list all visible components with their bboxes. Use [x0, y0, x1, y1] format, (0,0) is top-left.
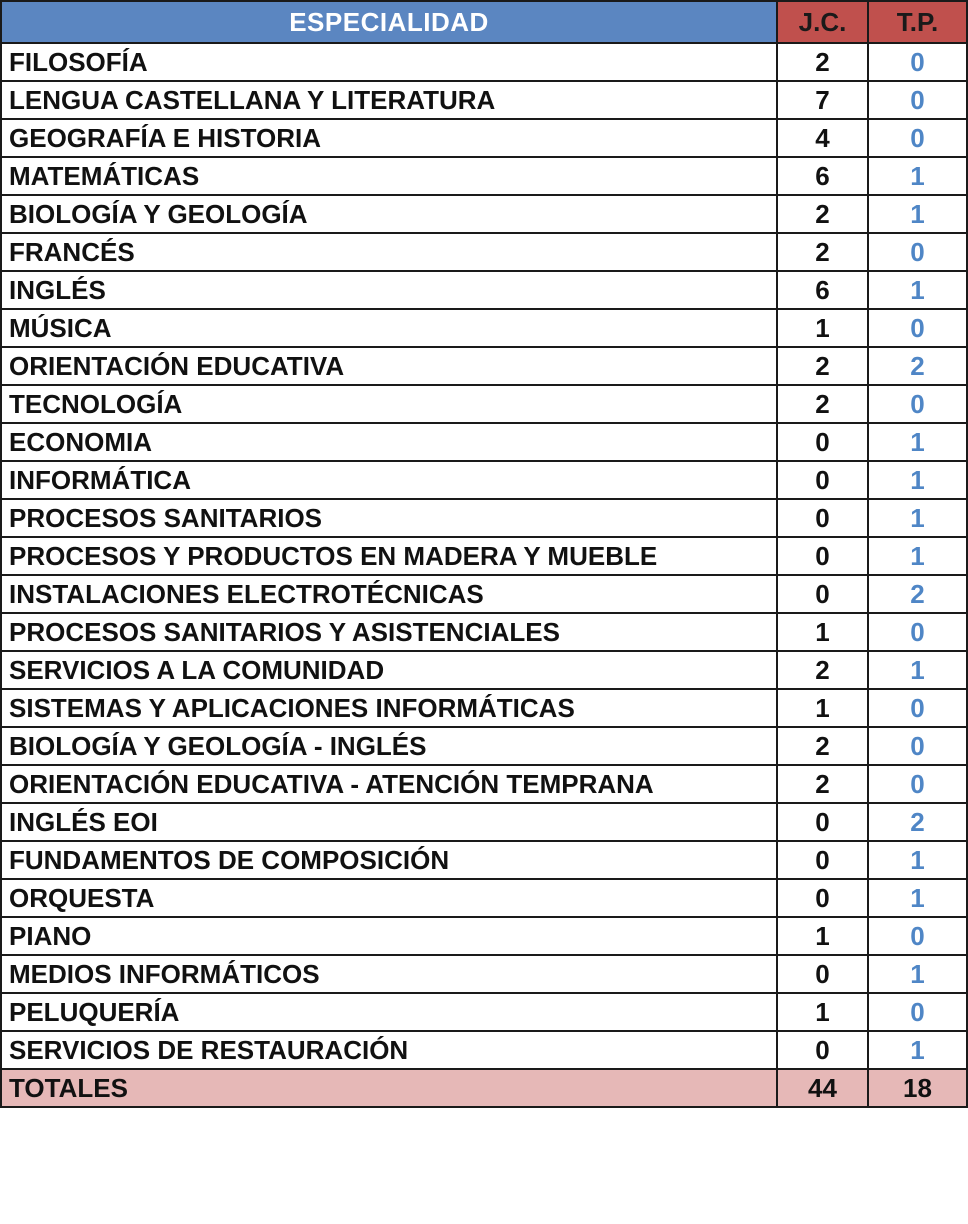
jc-count: 1	[777, 689, 868, 727]
table-row	[1, 423, 967, 461]
tp-count: 2	[868, 575, 967, 613]
table-row	[1, 955, 967, 993]
specialty-name: PROCESOS SANITARIOS Y ASISTENCIALES	[1, 613, 777, 651]
specialty-name: PIANO	[1, 917, 777, 955]
specialty-name: INSTALACIONES ELECTROTÉCNICAS	[1, 575, 777, 613]
tp-count: 0	[868, 993, 967, 1031]
table-row	[1, 841, 967, 879]
header-especialidad: ESPECIALIDAD	[1, 1, 777, 43]
specialty-name: LENGUA CASTELLANA Y LITERATURA	[1, 81, 777, 119]
jc-count: 0	[777, 955, 868, 993]
specialty-name: ORIENTACIÓN EDUCATIVA	[1, 347, 777, 385]
table-row	[1, 689, 967, 727]
specialty-name: ORIENTACIÓN EDUCATIVA - ATENCIÓN TEMPRANA	[1, 765, 777, 803]
table-row	[1, 119, 967, 157]
specialty-name: GEOGRAFÍA E HISTORIA	[1, 119, 777, 157]
jc-count: 4	[777, 119, 868, 157]
jc-count: 2	[777, 727, 868, 765]
tp-count: 1	[868, 1031, 967, 1069]
specialty-name: BIOLOGÍA Y GEOLOGÍA - INGLÉS	[1, 727, 777, 765]
tp-count: 0	[868, 43, 967, 81]
tp-count: 1	[868, 195, 967, 233]
table-row	[1, 537, 967, 575]
jc-count: 2	[777, 347, 868, 385]
jc-count: 7	[777, 81, 868, 119]
tp-count: 1	[868, 499, 967, 537]
totals-tp: 18	[868, 1069, 967, 1107]
table-row	[1, 651, 967, 689]
table-row	[1, 347, 967, 385]
totals-label: TOTALES	[1, 1069, 777, 1107]
jc-count: 6	[777, 157, 868, 195]
tp-count: 1	[868, 841, 967, 879]
header-tp: T.P.	[868, 1, 967, 43]
table-row	[1, 613, 967, 651]
tp-count: 2	[868, 803, 967, 841]
jc-count: 1	[777, 613, 868, 651]
specialty-name: BIOLOGÍA Y GEOLOGÍA	[1, 195, 777, 233]
table-row	[1, 271, 967, 309]
jc-count: 2	[777, 233, 868, 271]
specialty-name: TECNOLOGÍA	[1, 385, 777, 423]
specialty-name: INGLÉS	[1, 271, 777, 309]
tp-count: 0	[868, 689, 967, 727]
tp-count: 1	[868, 157, 967, 195]
specialty-name: ECONOMIA	[1, 423, 777, 461]
totals-row	[1, 1069, 967, 1107]
table-row	[1, 1031, 967, 1069]
table-row	[1, 233, 967, 271]
tp-count: 0	[868, 81, 967, 119]
specialty-name: SERVICIOS A LA COMUNIDAD	[1, 651, 777, 689]
tp-count: 1	[868, 955, 967, 993]
table-row	[1, 43, 967, 81]
tp-count: 1	[868, 537, 967, 575]
tp-count: 2	[868, 347, 967, 385]
tp-count: 0	[868, 385, 967, 423]
jc-count: 2	[777, 385, 868, 423]
jc-count: 6	[777, 271, 868, 309]
specialty-name: FILOSOFÍA	[1, 43, 777, 81]
tp-count: 0	[868, 613, 967, 651]
tp-count: 0	[868, 917, 967, 955]
tp-count: 0	[868, 309, 967, 347]
tp-count: 0	[868, 727, 967, 765]
specialty-name: MEDIOS INFORMÁTICOS	[1, 955, 777, 993]
table-row	[1, 461, 967, 499]
table-row	[1, 879, 967, 917]
table-row	[1, 385, 967, 423]
totals-jc: 44	[777, 1069, 868, 1107]
table-row	[1, 195, 967, 233]
specialty-name: INGLÉS EOI	[1, 803, 777, 841]
table-row	[1, 993, 967, 1031]
specialty-name: SISTEMAS Y APLICACIONES INFORMÁTICAS	[1, 689, 777, 727]
jc-count: 2	[777, 195, 868, 233]
tp-count: 1	[868, 423, 967, 461]
specialty-name: ORQUESTA	[1, 879, 777, 917]
jc-count: 0	[777, 537, 868, 575]
specialty-name: MATEMÁTICAS	[1, 157, 777, 195]
jc-count: 2	[777, 43, 868, 81]
jc-count: 0	[777, 499, 868, 537]
header-row	[1, 1, 967, 43]
specialty-name: PELUQUERÍA	[1, 993, 777, 1031]
specialty-name: SERVICIOS DE RESTAURACIÓN	[1, 1031, 777, 1069]
tp-count: 1	[868, 461, 967, 499]
jc-count: 2	[777, 651, 868, 689]
tp-count: 1	[868, 651, 967, 689]
specialty-name: PROCESOS SANITARIOS	[1, 499, 777, 537]
header-jc: J.C.	[777, 1, 868, 43]
table-row	[1, 81, 967, 119]
specialty-name: MÚSICA	[1, 309, 777, 347]
table-row	[1, 917, 967, 955]
jc-count: 0	[777, 841, 868, 879]
jc-count: 1	[777, 993, 868, 1031]
table-row	[1, 309, 967, 347]
jc-count: 0	[777, 803, 868, 841]
jc-count: 0	[777, 575, 868, 613]
tp-count: 0	[868, 765, 967, 803]
tp-count: 0	[868, 233, 967, 271]
tp-count: 1	[868, 271, 967, 309]
table-row	[1, 765, 967, 803]
specialty-name: FRANCÉS	[1, 233, 777, 271]
table-row	[1, 575, 967, 613]
tp-count: 1	[868, 879, 967, 917]
table-row	[1, 499, 967, 537]
jc-count: 1	[777, 917, 868, 955]
specialty-name: FUNDAMENTOS DE COMPOSICIÓN	[1, 841, 777, 879]
table-body	[1, 43, 967, 1069]
jc-count: 0	[777, 879, 868, 917]
table-row	[1, 803, 967, 841]
jc-count: 0	[777, 1031, 868, 1069]
jc-count: 0	[777, 423, 868, 461]
tp-count: 0	[868, 119, 967, 157]
table-row	[1, 727, 967, 765]
table-row	[1, 157, 967, 195]
jc-count: 0	[777, 461, 868, 499]
specialty-name: PROCESOS Y PRODUCTOS EN MADERA Y MUEBLE	[1, 537, 777, 575]
jc-count: 1	[777, 309, 868, 347]
jc-count: 2	[777, 765, 868, 803]
specialty-name: INFORMÁTICA	[1, 461, 777, 499]
